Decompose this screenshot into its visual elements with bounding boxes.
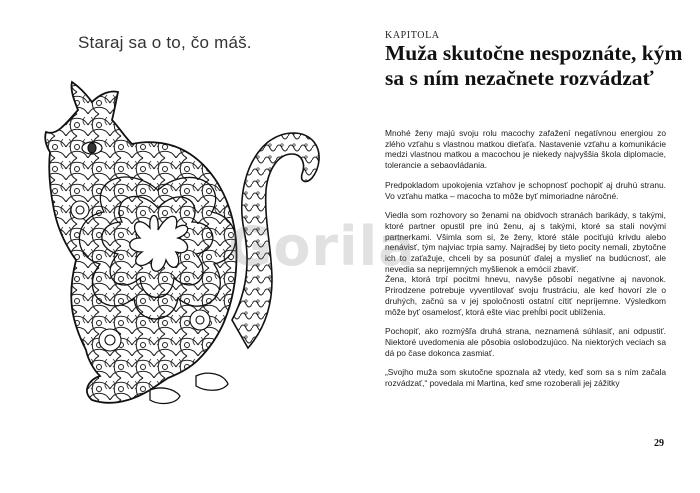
paragraph: „Svojho muža som skutočne spoznala až vtedy, keď som sa s ním začala rozvádzať,“ povedala mi Martina, keď sme rozoberali jej zážitky (385, 367, 666, 389)
paragraph: Mnohé ženy majú svoju rolu macochy zafažení negatívnou energiou zo zlého vzťahu s vlastnou matkou dieťaťa. Nastavenie vzťahu a komunikácie medzi vlastnou matkou a macochou je niekedy najvyššia škola diplomacie, tolerancie a sebaovládania. (385, 128, 666, 171)
chapter-title: Muža skutočne nespoznáte, kým sa s ním nezačnete rozvádzať (385, 41, 683, 90)
left-page-title: Staraj sa o to, čo máš. (78, 33, 252, 52)
watermark: Gorila (228, 215, 416, 278)
body-text (385, 128, 666, 398)
paragraph: Viedla som rozhovory so ženami na obidvoch stranách barikády, s takými, ktoré partner opustil pre inú ženu, aj s takými, ktoré sa stali novými partnerkami. Všimla som si, že ženy, ktoré stále pociťujú krivdu alebo nenávisť, tým najviac trpia samy. Najradšej by tieto pocity nemali, zbytočne ich to zaťažuje, chceli by sa posunúť ďalej a myslieť na budúcnosť, ale nevedia sa neprijemných myšlienok a emócií zbaviť. (385, 210, 666, 274)
paragraph: Pochopiť, ako rozmýšľa druhá strana, neznamená súhlasiť, ani odpustiť. Niektoré uvedomenia ale pôsobia oslobodzujúco. Na niektorých veciach sa dá po čase dokonca zasmiať. (385, 326, 666, 358)
page-number: 29 (654, 438, 664, 449)
paragraph: Predpokladom upokojenia vzťahov je schopnosť pochopiť aj druhú stranu. Vo vzťahu matka – macocha to môže byť mimoriadne náročné. (385, 179, 666, 201)
paragraph: Žena, ktorá trpí pocitmi hnevu, navyše pôsobí negatívne aj navonok. Prirodzene potrebuje vyventilovať svoju frustráciu, ale keď hovorí zle o druhých, začnú sa v jej spoločnosti ostatní cítiť nepríjemne. Výsledkom môže byť osamelosť, ktorá ešte viac prehĺbi pocit ublíženia. (385, 274, 666, 317)
chapter-label: KAPITOLA (385, 30, 440, 41)
